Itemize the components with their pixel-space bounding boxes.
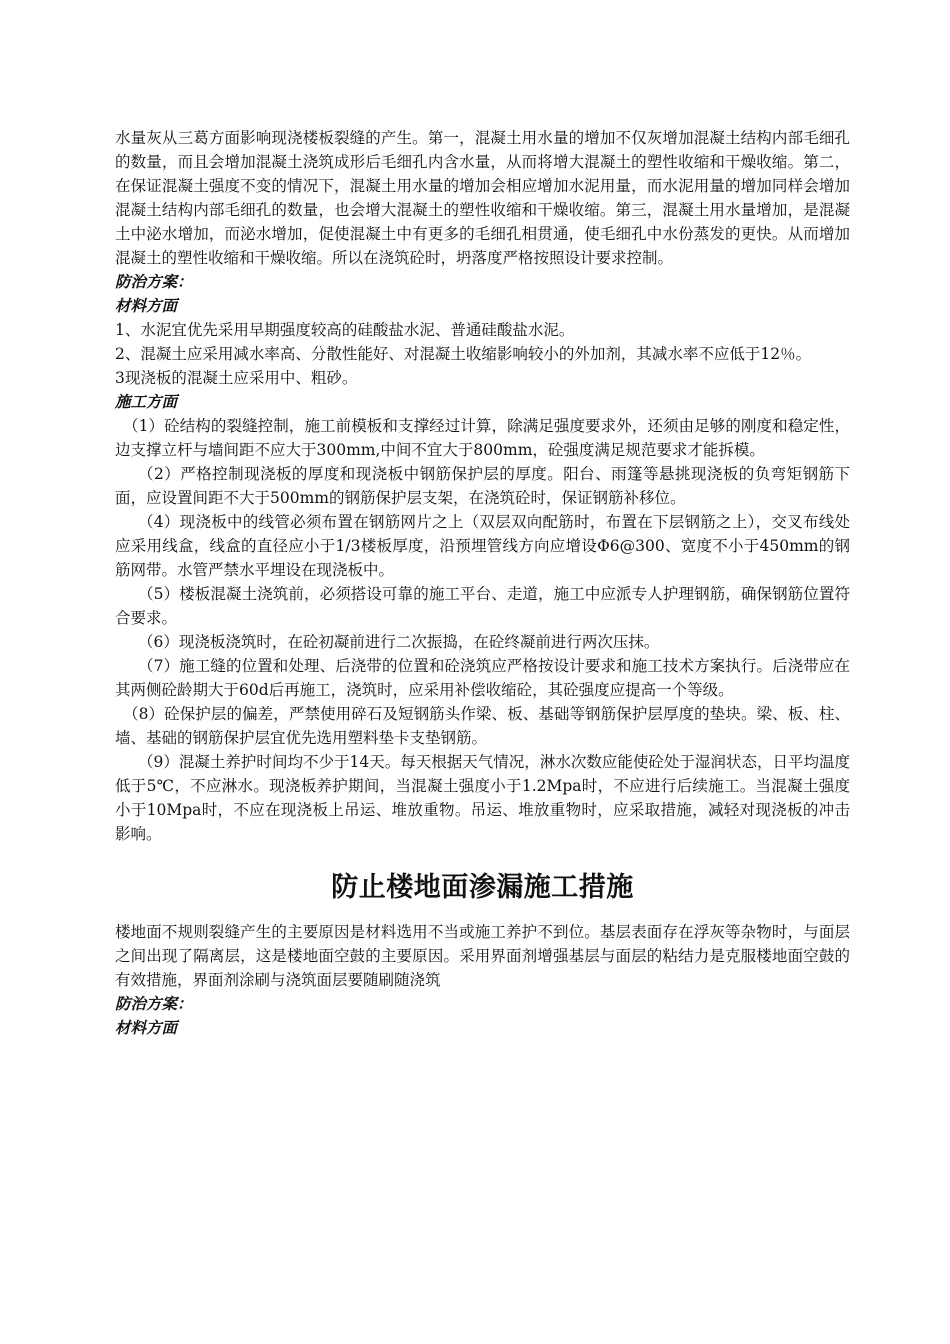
body-paragraph-floor-cracks: 楼地面不规则裂缝产生的主要原因是材料选用不当或施工养护不到位。基层表面存在浮灰等杂物时，与面层之间出现了隔离层，这是楼地面空鼓的主要原因。采用界面剂增强基层与面层的粘结力是克服楼地面空鼓的有效措施，界面剂涂刷与浇筑面层要随刷随浇筑 — [115, 923, 850, 989]
document-page — [115, 126, 850, 1040]
construction-item: （9）混凝土养护时间均不少于14天。每天根据天气情况，淋水次数应能使砼处于湿润状态，日平均温度低于5℃，不应淋水。现浇板养护期间，当混凝土强度小于1.2Mpa时，不应进行后续施工。当混凝土强度小于10Mpa时，不应在现浇板上吊运、堆放重物。吊运、堆放重物时，应采取措施，减轻对现浇板的冲击影响。 — [115, 753, 850, 843]
construction-item: （4）现浇板中的线管必须布置在钢筋网片之上（双层双向配筋时，布置在下层钢筋之上），交叉布线处应采用线盒，线盒的直径应小于1/3楼板厚度，沿预埋管线方向应增设Φ6@300、宽度不小于450mm的钢筋网带。水管严禁水平埋设在现浇板中。 — [115, 513, 850, 579]
heading-materials: 材料方面 — [115, 296, 178, 315]
construction-item: （7）施工缝的位置和处理、后浇带的位置和砼浇筑应严格按设计要求和施工技术方案执行。后浇带应在其两侧砼龄期大于60d后再施工，浇筑时，应采用补偿收缩砼，其砼强度应提高一个等级。 — [115, 657, 850, 699]
material-item: 2、混凝土应采用减水率高、分散性能好、对混凝土收缩影响较小的外加剂，其减水率不应低于12％。 — [115, 345, 812, 363]
construction-item: （5）楼板混凝土浇筑前，必须搭设可靠的施工平台、走道，施工中应派专人护理钢筋，确保钢筋位置符合要求。 — [115, 585, 850, 627]
heading-prevention-plan: 防治方案： — [115, 994, 193, 1013]
heading-prevention-plan: 防治方案： — [115, 272, 193, 291]
heading-materials: 材料方面 — [115, 1018, 178, 1037]
construction-item: （8）砼保护层的偏差，严禁使用碎石及短钢筋头作梁、板、基础等钢筋保护层厚度的垫块。梁、板、柱、墙、基础的钢筋保护层宜优先选用塑料垫卡支垫钢筋。 — [115, 705, 850, 747]
construction-item: （2）严格控制现浇板的厚度和现浇板中钢筋保护层的厚度。阳台、雨篷等悬挑现浇板的负弯矩钢筋下面，应设置间距不大于500mm的钢筋保护层支架，在浇筑砼时，保证钢筋补移位。 — [115, 465, 850, 507]
section-title-floor-leakage: 防止楼地面渗漏施工措施 — [331, 872, 634, 903]
construction-item: （1）砼结构的裂缝控制，施工前模板和支撑经过计算，除满足强度要求外，还须由足够的刚度和稳定性，边支撑立杆与墙间距不应大于300mm,中间不宜大于800mm，砼强度满足规范要求才能拆模。 — [115, 417, 850, 459]
material-item: 1、水泥宜优先采用早期强度较高的硅酸盐水泥、普通硅酸盐水泥。 — [115, 321, 575, 339]
heading-construction: 施工方面 — [115, 392, 178, 411]
material-item: 3现浇板的混凝土应采用中、粗砂。 — [115, 369, 358, 387]
body-paragraph-water-content: 水量灰从三葛方面影响现浇楼板裂缝的产生。第一，混凝土用水量的增加不仅灰增加混凝土结构内部毛细孔的数量，而且会增加混凝土浇筑成形后毛细孔内含水量，从而将增大混凝土的塑性收缩和干燥收缩。第二，在保证混凝土强度不变的情况下，混凝土用水量的增加会相应增加水泥用量，而水泥用量的增加同样会增加混凝土结构内部毛细孔的数量，也会增大混凝土的塑性收缩和干燥收缩。第三，混凝土用水量增加，是混凝土中泌水增加，而泌水增加，促使混凝土中有更多的毛细孔相贯通，使毛细孔中水份蒸发的更快。从而增加混凝土的塑性收缩和干燥收缩。所以在浇筑砼时，坍落度严格按照设计要求控制。 — [115, 129, 850, 267]
construction-item: （6）现浇板浇筑时，在砼初凝前进行二次振捣，在砼终凝前进行两次压抹。 — [138, 633, 660, 651]
